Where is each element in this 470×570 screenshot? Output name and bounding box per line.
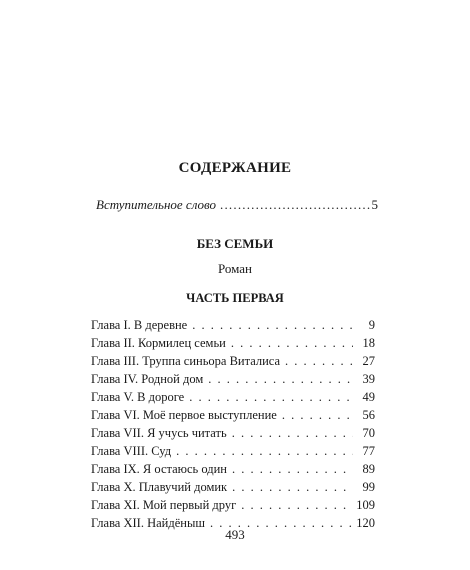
chapter-page: 120 — [356, 516, 375, 530]
contents-heading: СОДЕРЖАНИЕ — [178, 160, 292, 176]
chapter-title: Глава IV. Родной дом — [91, 372, 204, 386]
part-title: ЧАСТЬ ПЕРВАЯ — [186, 291, 284, 305]
chapter-entry — [91, 406, 375, 424]
chapter-title: Глава X. Плавучий домик — [91, 480, 228, 494]
dot-leader — [208, 370, 353, 388]
chapter-entry — [91, 388, 375, 406]
chapter-entry — [91, 352, 375, 370]
dot-leader — [231, 334, 353, 352]
dot-leader — [241, 496, 352, 514]
book-subtitle: Роман — [217, 261, 253, 276]
chapter-title: Глава VI. Моё первое выступление — [91, 408, 277, 422]
chapter-entry — [91, 442, 375, 460]
dot-leader — [232, 460, 353, 478]
chapter-entry — [91, 496, 375, 514]
dot-leader — [176, 442, 353, 460]
intro-entry-page: 5 — [371, 197, 378, 212]
chapter-entry — [91, 370, 375, 388]
chapter-page: 49 — [362, 390, 375, 404]
chapter-entry — [91, 460, 375, 478]
chapter-title: Глава III. Труппа синьора Виталиса — [91, 354, 281, 368]
chapter-page: 27 — [362, 354, 375, 368]
intro-entry-title: Вступительное слово — [96, 197, 217, 212]
chapter-title: Глава VII. Я учусь читать — [91, 426, 227, 440]
chapter-title: Глава IX. Я остаюсь один — [91, 462, 227, 476]
chapter-title: Глава II. Кормилец семьи — [91, 336, 226, 350]
chapter-page: 18 — [362, 336, 375, 350]
dot-leader — [220, 197, 369, 213]
dot-leader — [285, 352, 353, 370]
dot-leader — [282, 406, 353, 424]
dot-leader — [232, 478, 353, 496]
dot-leader — [232, 424, 353, 442]
dot-leader — [189, 388, 353, 406]
chapter-page: 99 — [362, 480, 375, 494]
chapter-list — [91, 316, 375, 532]
page-number: 493 — [225, 527, 245, 542]
chapter-title: Глава XII. Найдёныш — [91, 516, 205, 530]
intro-entry — [96, 197, 378, 213]
chapter-page: 56 — [362, 408, 375, 422]
chapter-page: 9 — [368, 318, 375, 332]
chapter-page: 39 — [362, 372, 375, 386]
chapter-page: 109 — [356, 498, 375, 512]
book-title: БЕЗ СЕМЬИ — [196, 236, 274, 251]
chapter-entry — [91, 424, 375, 442]
dot-leader — [192, 316, 353, 334]
chapter-page: 77 — [362, 444, 375, 458]
chapter-title: Глава V. В дороге — [91, 390, 185, 404]
chapter-entry — [91, 334, 375, 352]
chapter-title: Глава XI. Мой первый друг — [91, 498, 237, 512]
chapter-page: 89 — [362, 462, 375, 476]
chapter-entry — [91, 316, 375, 334]
chapter-title: Глава I. В деревне — [91, 318, 188, 332]
chapter-title: Глава VIII. Суд — [91, 444, 172, 458]
chapter-page: 70 — [362, 426, 375, 440]
chapter-entry — [91, 478, 375, 496]
